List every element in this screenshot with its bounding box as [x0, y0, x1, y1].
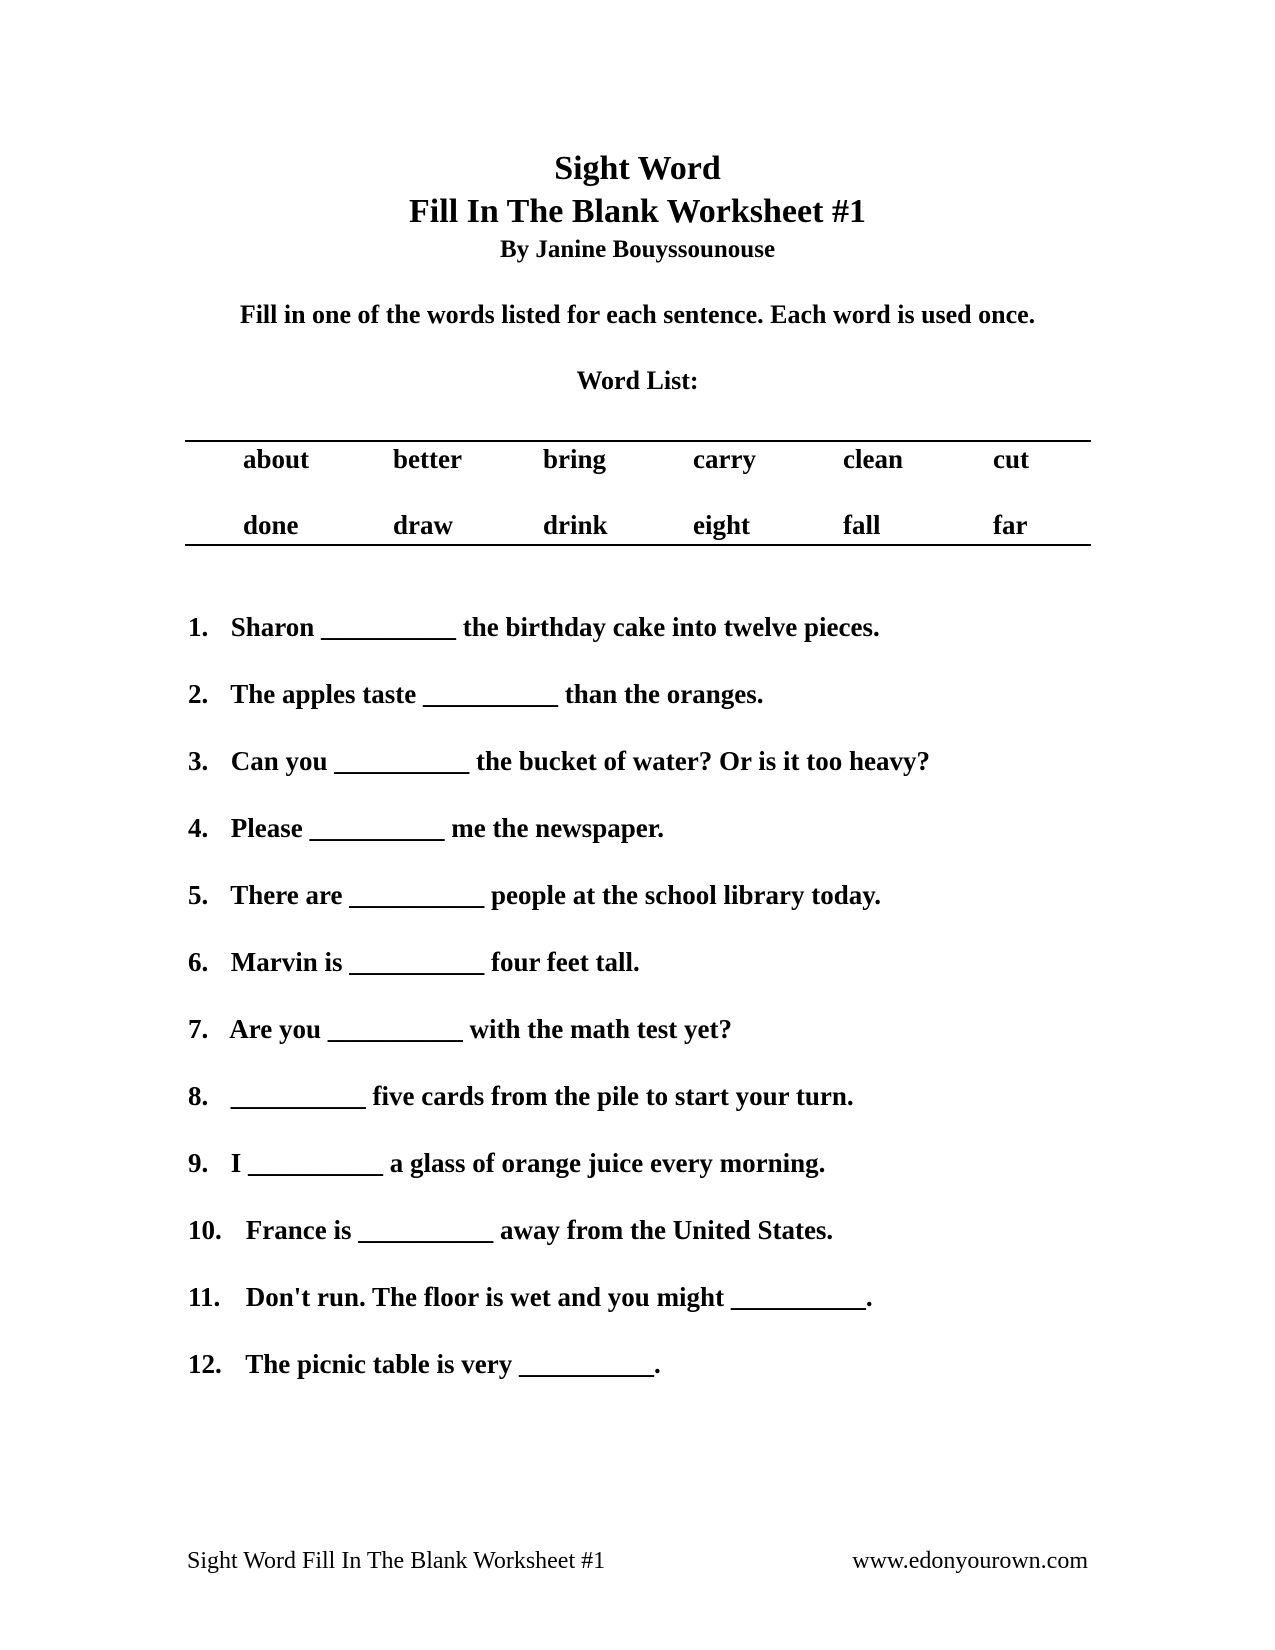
word-list-item: draw: [393, 510, 453, 540]
question-text: The apples taste __________ than the oranges.: [230, 679, 764, 709]
question-number: 6.: [188, 947, 209, 977]
question-item: [188, 1282, 873, 1313]
word-list-heading: Word List:: [576, 366, 699, 395]
question-text: Marvin is __________ four feet tall.: [230, 947, 640, 977]
question-item: [188, 880, 881, 911]
question-number: 11.: [188, 1282, 221, 1312]
word-list-item: done: [243, 510, 299, 540]
word-list-item: clean: [843, 444, 903, 474]
question-item: [188, 1014, 732, 1045]
question-item: [188, 813, 664, 844]
question-text: Can you __________ the bucket of water? Or is it too heavy?: [230, 746, 930, 776]
word-list-grid: [185, 440, 1091, 544]
question-item: [188, 1215, 833, 1246]
question-text: I __________ a glass of orange juice every morning.: [230, 1148, 826, 1178]
question-number: 7.: [188, 1014, 209, 1044]
question-text: Don't run. The floor is wet and you might __________.: [245, 1282, 873, 1312]
question-number: 4.: [188, 813, 209, 843]
question-text: There are __________ people at the school library today.: [230, 880, 881, 910]
author-line: By Janine Bouyssounouse: [499, 236, 776, 263]
question-item: [188, 947, 640, 978]
question-text: France is __________ away from the United States.: [245, 1215, 834, 1245]
word-list-item: bring: [543, 444, 607, 474]
word-list-item: far: [993, 510, 1028, 540]
question-item: [188, 1349, 661, 1380]
question-item: [188, 1081, 854, 1112]
question-number: 2.: [188, 679, 209, 709]
footer-title: Sight Word Fill In The Blank Worksheet #1: [187, 1548, 606, 1574]
word-list-item: fall: [843, 510, 881, 540]
word-list-item: drink: [543, 510, 608, 540]
word-list-item: better: [393, 444, 462, 474]
question-text: Sharon __________ the birthday cake into twelve pieces.: [230, 612, 880, 642]
question-number: 8.: [188, 1081, 209, 1111]
word-list-item: about: [243, 444, 310, 474]
question-text: Please __________ me the newspaper.: [230, 813, 664, 843]
question-text: __________ five cards from the pile to start your turn.: [230, 1081, 854, 1111]
question-item: [188, 1148, 825, 1179]
word-list-item: eight: [693, 510, 750, 540]
question-number: 1.: [188, 612, 209, 642]
footer-website: www.edonyourown.com: [852, 1548, 1088, 1574]
title-line-1: Sight Word: [554, 150, 721, 187]
question-number: 3.: [188, 746, 209, 776]
word-list-bottom-rule: [185, 544, 1091, 546]
word-list-item: carry: [693, 444, 756, 474]
question-number: 12.: [188, 1349, 222, 1379]
question-item: [188, 679, 764, 710]
question-text: Are you __________ with the math test yet?: [229, 1014, 732, 1044]
word-list-item: cut: [993, 444, 1029, 474]
instructions: Fill in one of the words listed for each sentence. Each word is used once.: [239, 300, 1036, 329]
question-number: 5.: [188, 880, 209, 910]
question-number: 10.: [188, 1215, 222, 1245]
question-text: The picnic table is very __________.: [245, 1349, 661, 1379]
question-item: [188, 746, 930, 777]
question-number: 9.: [188, 1148, 209, 1178]
question-item: [188, 612, 880, 643]
title-line-2: Fill In The Blank Worksheet #1: [409, 193, 866, 230]
